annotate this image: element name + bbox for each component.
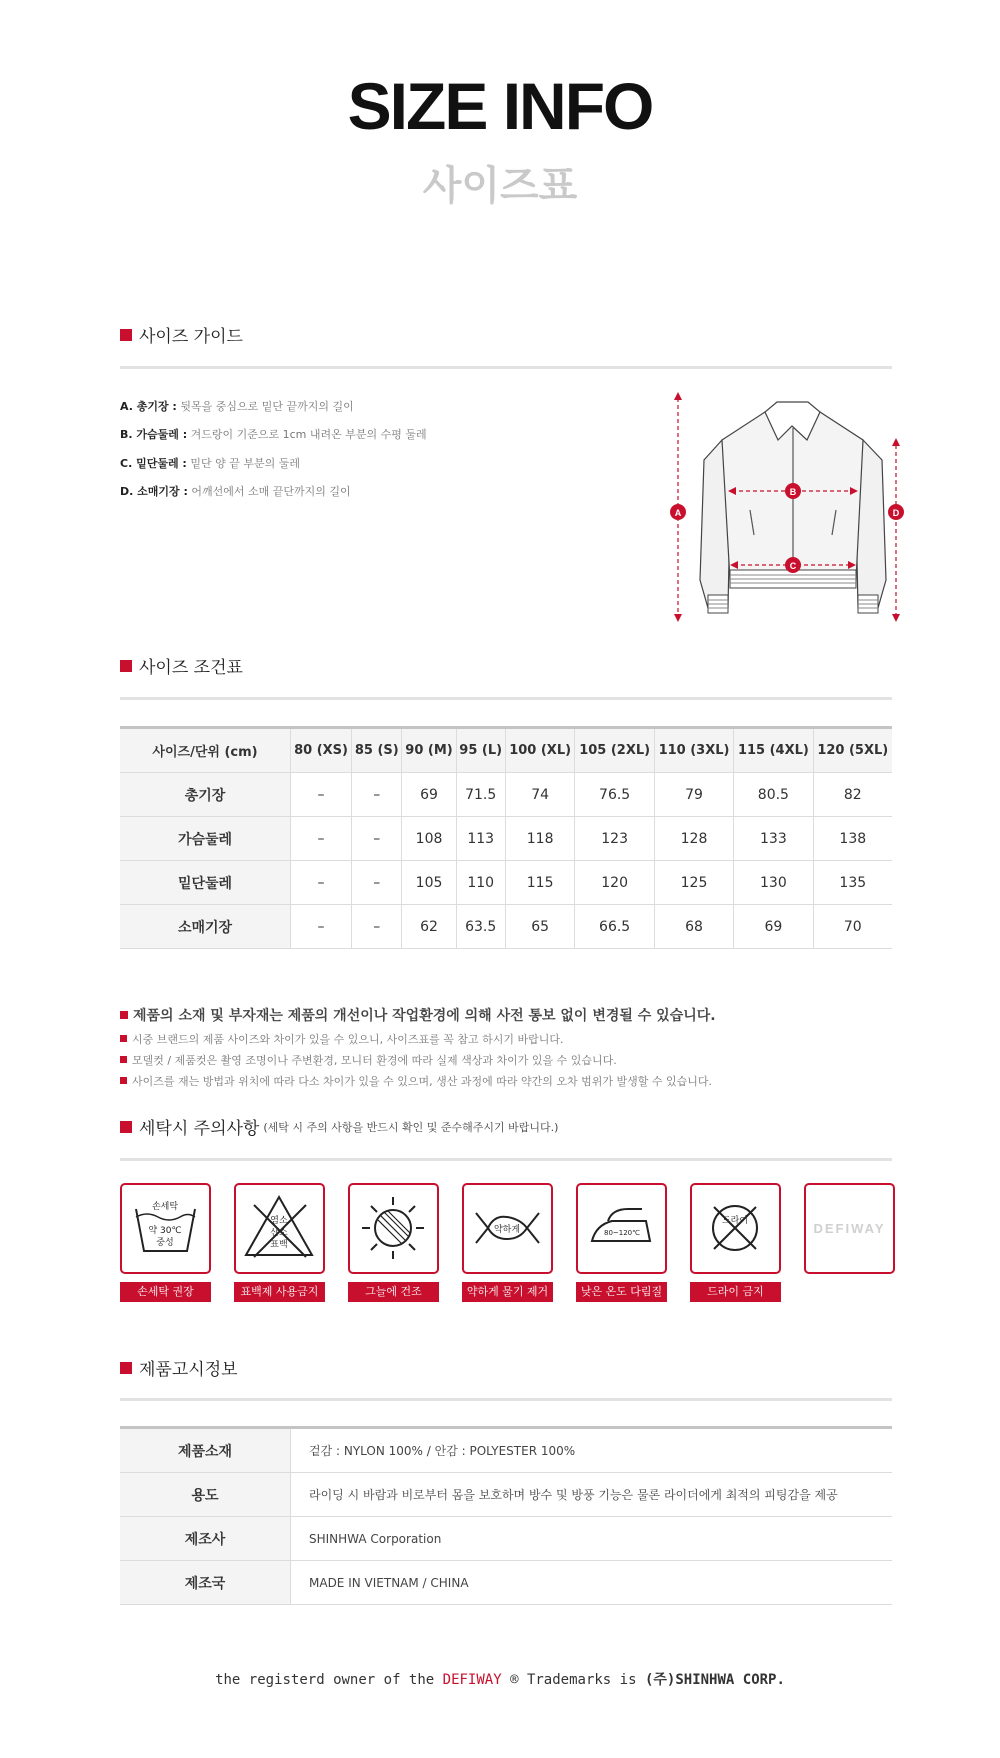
table-corner: 사이즈/단위 (cm) [120,728,291,773]
svg-text:C: C [789,561,797,571]
size-col: 110 (3XL) [654,728,733,773]
svg-text:손세탁: 손세탁 [151,1202,179,1212]
size-col: 90 (M) [402,728,456,773]
washing-heading: 세탁시 주의사항 (세탁 시 주의 사항을 반드시 확인 및 준수해주시기 바랍니다.) [120,1114,558,1139]
svg-text:중성: 중성 [156,1238,174,1248]
low-iron-icon [578,1185,665,1272]
size-col: 100 (XL) [505,728,575,773]
care-label: 그늘에 건조 [348,1282,439,1302]
guide-item-a: A. 총기장 : 뒷목을 중심으로 밑단 끝까지의 길이 [120,400,354,413]
svg-text:B: B [789,487,797,497]
size-col: 115 (4XL) [734,728,813,773]
red-square-icon [120,1362,132,1374]
care-hand-wash [120,1183,211,1302]
size-col: 80 (XS) [291,728,352,773]
table-row: 제조국 MADE IN VIETNAM / CHINA [120,1561,892,1605]
care-no-dry-clean [690,1183,781,1302]
svg-text:산소: 산소 [270,1228,288,1238]
gentle-wring-icon [464,1185,551,1272]
no-dry-clean-icon [692,1185,779,1272]
svg-text:약하게: 약하게 [493,1225,521,1235]
svg-text:표백: 표백 [270,1240,288,1250]
divider [120,366,892,369]
size-col: 120 (5XL) [813,728,892,773]
guide-item-b: B. 가슴둘레 : 겨드랑이 기준으로 1cm 내려온 부분의 수평 둘레 [120,428,427,441]
care-label: 손세탁 권장 [120,1282,211,1302]
red-square-icon [120,660,132,672]
brand-logo: DEFIWAY [813,1221,886,1236]
notice-list [120,1002,716,1091]
notice-item: 사이즈를 재는 방법과 위치에 따라 다소 차이가 있을 수 있으며, 생산 과정에 따라 약간의 오차 범위가 발생할 수 있습니다. [120,1070,716,1091]
product-info-table [120,1426,892,1605]
no-bleach-icon [236,1185,323,1272]
svg-text:D: D [892,508,900,518]
brand-tile [804,1183,895,1274]
table-row: 제조사 SHINHWA Corporation [120,1517,892,1561]
page-title: SIZE INFO [347,69,653,143]
svg-text:A: A [674,508,682,518]
right-cuff [858,595,878,613]
svg-text:드라이: 드라이 [721,1216,749,1226]
table-row: 밑단둘레 – – 105 110 115 120 125 130 135 [120,861,892,905]
guide-item-d: D. 소매기장 : 어깨선에서 소매 끝단까지의 길이 [120,485,351,498]
care-gentle-wring [462,1183,553,1302]
notice-item: 제품의 소재 및 부자재는 제품의 개선이나 작업환경에 의해 사전 통보 없이 변경될 수 있습니다. [120,1002,716,1028]
svg-text:염소: 염소 [270,1216,288,1226]
size-table [120,726,892,949]
table-row: 가슴둘레 – – 108 113 118 123 128 133 138 [120,817,892,861]
care-label: 표백제 사용금지 [234,1282,325,1302]
red-square-icon [120,329,132,341]
footer-trademark: the registerd owner of the DEFIWAY ® Trademarks is (주)SHINHWA CORP. [215,1672,785,1688]
size-guide-heading [120,322,243,347]
svg-text:80~120℃: 80~120℃ [604,1229,640,1237]
guide-item-c: C. 밑단둘레 : 밑단 양 끝 부분의 둘레 [120,457,300,470]
jacket-diagram [670,390,920,625]
divider [120,697,892,700]
care-label: 드라이 금지 [690,1282,781,1302]
size-guide-heading-text: 사이즈 가이드 [139,327,243,347]
care-label: 약하게 물기 제거 [462,1282,553,1302]
svg-text:약 30℃: 약 30℃ [148,1226,182,1236]
table-row: 용도 라이딩 시 바람과 비로부터 몸을 보호하며 방수 및 방풍 기능은 물론 라이더에게 최적의 피팅감을 제공 [120,1473,892,1517]
hand-wash-icon [122,1185,209,1272]
size-col: 105 (2XL) [575,728,654,773]
shade-dry-icon [350,1185,437,1272]
notice-item: 시중 브랜드의 제품 사이즈와 차이가 있을 수 있으니, 사이즈표를 꼭 참고 하시기 바랍니다. [120,1028,716,1049]
care-no-bleach [234,1183,325,1302]
care-label: 낮은 온도 다림질 [576,1282,667,1302]
company-name: (주)SHINHWA CORP. [644,1672,785,1688]
table-row: 총기장 – – 69 71.5 74 76.5 79 80.5 82 [120,773,892,817]
table-header-row [120,728,892,773]
table-row: 제품소재 겉감 : NYLON 100% / 안감 : POLYESTER 100% [120,1428,892,1473]
size-col: 95 (L) [456,728,505,773]
product-info-heading: 제품고시정보 [120,1355,238,1380]
page-subtitle: 사이즈표 [422,163,578,209]
left-cuff [708,595,728,613]
divider [120,1398,892,1401]
size-col: 85 (S) [352,728,402,773]
table-row: 소매기장 – – 62 63.5 65 66.5 68 69 70 [120,905,892,949]
size-table-heading: 사이즈 조건표 [120,653,243,678]
divider [120,1158,892,1161]
notice-item: 모델컷 / 제품컷은 촬영 조명이나 주변환경, 모니터 환경에 따라 실제 색상과 차이가 있을 수 있습니다. [120,1049,716,1070]
brand-name: DEFIWAY [442,1672,502,1688]
red-square-icon [120,1121,132,1133]
care-low-iron [576,1183,667,1302]
care-shade-dry [348,1183,439,1302]
